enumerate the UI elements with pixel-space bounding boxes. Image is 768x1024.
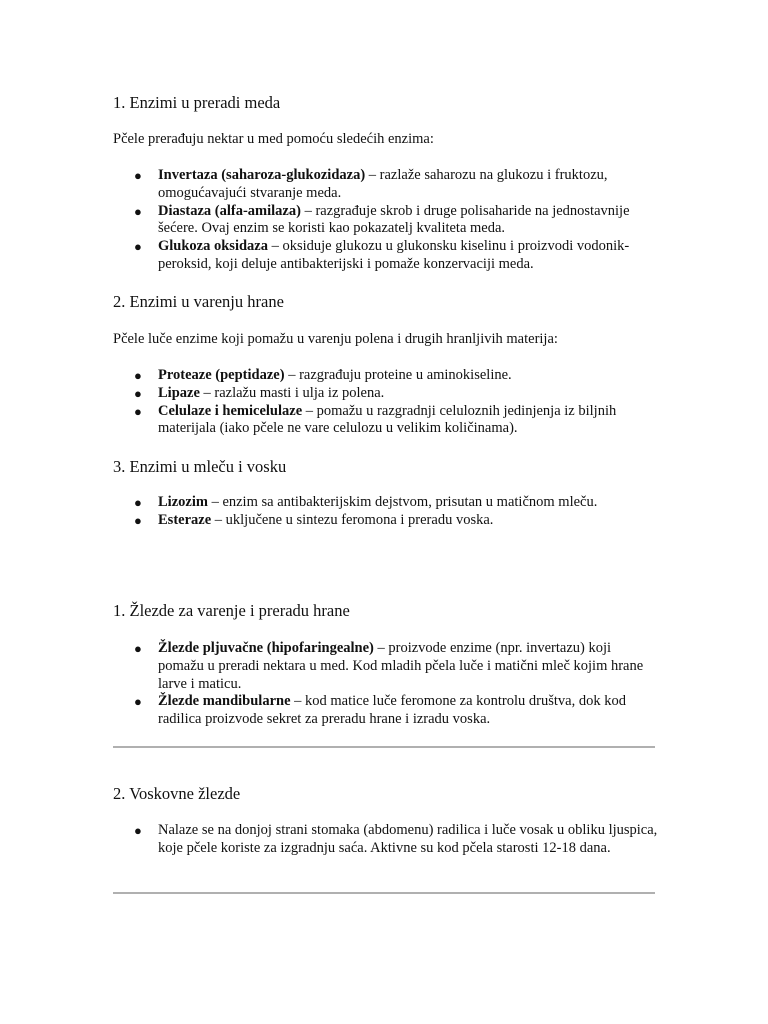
list-item: [113, 203, 658, 239]
item-description: – pomažu u razgradnji celuloznih jedinjenja iz biljnih materijala (iako pčele ne vare celulozu u velikim količinama).: [158, 402, 617, 437]
section-intro: Pčele luče enzime koji pomažu u varenju polena i drugih hranljivih materija:: [113, 331, 558, 347]
list-item: [113, 385, 658, 403]
bullet-icon: ●: [134, 512, 142, 528]
item-description: – enzim sa antibakterijskim dejstvom, prisutan u matičnom mleču.: [207, 494, 598, 510]
item-description: – razgrađuje skrob i druge polisaharide na jednostavnije šećere. Ovaj enzim se koristi kao pokazatelj kvaliteta meda.: [158, 202, 630, 237]
bullet-list: [113, 494, 658, 530]
item-description: – razlažu masti i ulja iz polena.: [199, 384, 385, 401]
list-item: [113, 167, 658, 203]
item-term: Žlezde mandibularne: [158, 693, 291, 710]
horizontal-divider: [113, 892, 655, 894]
section-heading: 1. Žlezde za varenje i preradu hrane: [113, 601, 350, 620]
bullet-icon: ●: [134, 641, 142, 656]
bullet-icon: ●: [134, 203, 142, 219]
item-description: – kod matice luče feromone za kontrolu društva, dok kod radilica proizvode sekret za preradu hrane i izradu voska.: [158, 693, 626, 728]
bullet-list: [113, 367, 658, 438]
item-term: Glukoza oksidaza: [158, 238, 268, 255]
list-item: [113, 403, 658, 439]
section-heading: 2. Enzimi u varenju hrane: [113, 292, 284, 311]
section-heading: 1. Enzimi u preradi meda: [113, 93, 281, 112]
item-description: – razgrađuju proteine u aminokiseline.: [284, 367, 512, 383]
list-item: [113, 512, 658, 530]
section-heading: 3. Enzimi u mleču i vosku: [113, 457, 287, 476]
bullet-icon: ●: [134, 368, 142, 383]
list-item: [113, 494, 658, 512]
bullet-icon: ●: [134, 694, 142, 710]
bullet-list: [113, 640, 658, 729]
horizontal-divider: [113, 746, 655, 748]
item-description: – uključene u sintezu feromona i preradu voska.: [211, 511, 494, 528]
list-item: [113, 238, 658, 274]
bullet-icon: ●: [134, 403, 142, 419]
item-term: Invertaza (saharoza-glukozidaza): [158, 167, 366, 183]
item-description: – oksiduje glukozu u glukonsku kiselinu i proizvodi vodonik-peroksid, koji deluje antibakterijski i pomaže konzervaciji meda.: [158, 238, 630, 272]
list-item: [113, 367, 658, 385]
item-term: Esteraze: [158, 511, 212, 528]
bullet-icon: ●: [134, 823, 142, 838]
item-term: Lipaze: [158, 384, 200, 401]
bullet-list: [113, 167, 658, 274]
item-description: – proizvode enzime (npr. invertazu) koji pomažu u preradi nektara u med. Kod mladih pčela luče i matični mleč kojim hrane larve i maticu.: [158, 640, 644, 692]
item-term: Žlezde pljuvačne (hipofaringealne): [158, 640, 374, 656]
section-intro: Pčele prerađuju nektar u med pomoću sledećih enzima:: [113, 131, 434, 147]
item-term: Diastaza (alfa-amilaza): [158, 202, 301, 219]
bullet-list: [113, 822, 658, 858]
bullet-icon: ●: [134, 385, 142, 401]
list-item: [113, 822, 658, 858]
item-description: – razlaže saharozu na glukozu i fruktozu, omogućavajući stvaranje meda.: [158, 167, 608, 201]
item-term: Proteaze (peptidaze): [158, 367, 285, 383]
item-term: Celulaze i hemicelulaze: [158, 402, 303, 419]
list-item: [113, 640, 658, 693]
item-term: Lizozim: [158, 494, 208, 510]
bullet-icon: ●: [134, 495, 142, 510]
list-item: [113, 693, 658, 729]
section-heading: 2. Voskovne žlezde: [113, 784, 241, 803]
bullet-icon: ●: [134, 168, 142, 183]
item-description: Nalaze se na donjoj strani stomaka (abdomenu) radilica i luče vosak u obliku ljuspica, koje pčele koriste za izgradnju saća. Aktivne su kod pčela starosti 12-18 dana.: [158, 822, 658, 856]
bullet-icon: ●: [134, 239, 142, 255]
